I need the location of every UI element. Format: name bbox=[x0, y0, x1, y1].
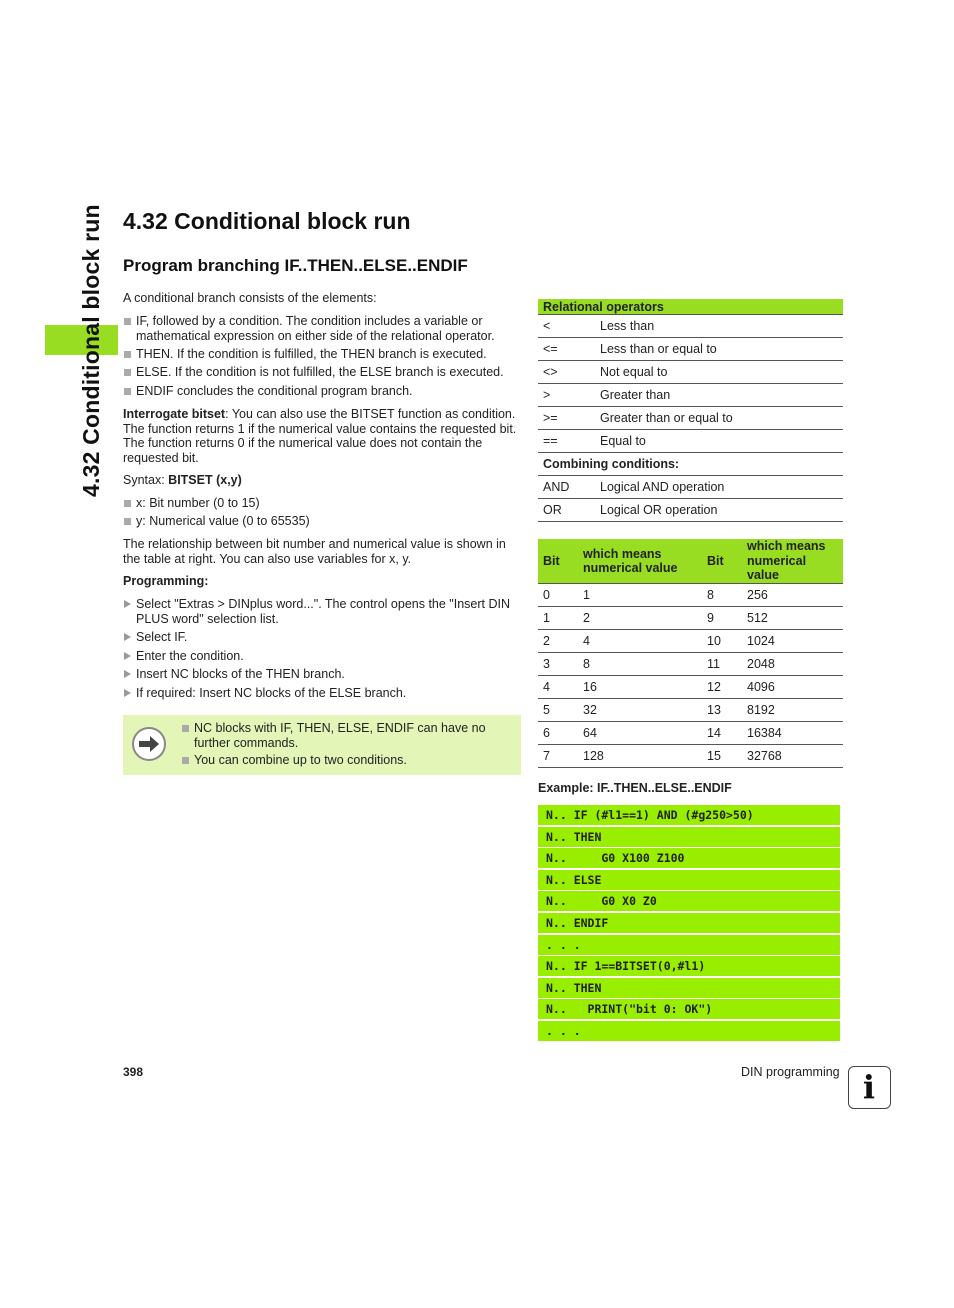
arrow-bullet-icon bbox=[124, 689, 131, 697]
arrow-bullet-icon bbox=[124, 633, 131, 641]
code-line: N.. IF (#l1==1) AND (#g250>50) bbox=[538, 805, 840, 825]
bullet-icon bbox=[124, 388, 131, 395]
table-row: 3 8 11 2048 bbox=[538, 653, 843, 676]
step-item: Select IF. bbox=[123, 630, 531, 645]
column-header: Bit bbox=[538, 539, 578, 584]
bit-values-table bbox=[538, 539, 843, 768]
arrow-bullet-icon bbox=[124, 652, 131, 660]
relational-operators-table bbox=[538, 299, 843, 522]
table-row: 7 128 15 32768 bbox=[538, 745, 843, 768]
table-row: OR Logical OR operation bbox=[538, 499, 843, 522]
table-row: >= Greater than or equal to bbox=[538, 407, 843, 430]
list-item: ELSE. If the condition is not fulfilled, the ELSE branch is executed. bbox=[123, 365, 531, 380]
code-line: N.. ELSE bbox=[538, 870, 840, 890]
list-item: y: Numerical value (0 to 65535) bbox=[123, 514, 531, 529]
bullet-icon bbox=[124, 500, 131, 507]
programming-heading: Programming: bbox=[123, 574, 209, 588]
bullet-icon bbox=[124, 318, 131, 325]
bullet-icon bbox=[124, 369, 131, 376]
page-title: 4.32 Conditional block run bbox=[123, 208, 411, 234]
table-row: == Equal to bbox=[538, 430, 843, 453]
table-row: 6 64 14 16384 bbox=[538, 722, 843, 745]
bullet-icon bbox=[182, 757, 189, 764]
page-number: 398 bbox=[123, 1065, 144, 1079]
code-line: N.. IF 1==BITSET(0,#l1) bbox=[538, 956, 840, 976]
table-row: 1 2 9 512 bbox=[538, 607, 843, 630]
table-row: 0 1 8 256 bbox=[538, 584, 843, 607]
table-row: <= Less than or equal to bbox=[538, 338, 843, 361]
example-heading: Example: IF..THEN..ELSE..ENDIF bbox=[538, 781, 732, 795]
code-line: . . . bbox=[538, 1021, 840, 1041]
code-line: N.. G0 X100 Z100 bbox=[538, 848, 840, 868]
table-row: AND Logical AND operation bbox=[538, 476, 843, 499]
info-icon: i bbox=[848, 1066, 891, 1109]
table-row: 2 4 10 1024 bbox=[538, 630, 843, 653]
arrow-right-icon bbox=[132, 727, 166, 761]
code-line: . . . bbox=[538, 935, 840, 955]
combining-heading: Combining conditions: bbox=[538, 453, 843, 476]
arrow-bullet-icon bbox=[124, 670, 131, 678]
column-header: Bit bbox=[702, 539, 742, 584]
section-heading: Program branching IF..THEN..ELSE..ENDIF bbox=[123, 256, 468, 275]
table-header: Relational operators bbox=[538, 299, 843, 315]
bullet-icon bbox=[182, 725, 189, 732]
table-row: < Less than bbox=[538, 315, 843, 338]
step-item: Insert NC blocks of the THEN branch. bbox=[123, 667, 531, 682]
code-line: N.. THEN bbox=[538, 827, 840, 847]
bitset-paragraph: Interrogate bitset: You can also use the BITSET function as condition. The function returns 1 if the numerical value contains the requested bit. The function returns 0 if the numerical value does not contain the requested bit. bbox=[123, 407, 517, 465]
syntax-line: Syntax: BITSET (x,y) bbox=[123, 473, 242, 487]
column-header: which means numerical value bbox=[578, 539, 702, 584]
note-item: You can combine up to two conditions. bbox=[181, 753, 514, 768]
list-item: x: Bit number (0 to 15) bbox=[123, 496, 531, 511]
note-box bbox=[123, 715, 521, 775]
side-tab-label: 4.32 Conditional block run bbox=[78, 204, 104, 497]
table-row: 4 16 12 4096 bbox=[538, 676, 843, 699]
table-row: > Greater than bbox=[538, 384, 843, 407]
code-line: N.. THEN bbox=[538, 978, 840, 998]
bullet-icon bbox=[124, 518, 131, 525]
note-item: NC blocks with IF, THEN, ELSE, ENDIF can have no further commands. bbox=[181, 721, 514, 750]
code-line: N.. ENDIF bbox=[538, 913, 840, 933]
column-header: which means numerical value bbox=[742, 539, 843, 584]
list-item: IF, followed by a condition. The condition includes a variable or mathematical expression on either side of the relational operator. bbox=[123, 314, 531, 343]
table-row: 5 32 13 8192 bbox=[538, 699, 843, 722]
relationship-text: The relationship between bit number and numerical value is shown in the table at right. You can also use variables for x, y. bbox=[123, 537, 506, 566]
bullet-icon bbox=[124, 351, 131, 358]
footer-section: DIN programming bbox=[741, 1065, 840, 1079]
code-line: N.. G0 X0 Z0 bbox=[538, 891, 840, 911]
list-item: THEN. If the condition is fulfilled, the THEN branch is executed. bbox=[123, 347, 531, 362]
list-item: ENDIF concludes the conditional program branch. bbox=[123, 384, 531, 399]
intro-text: A conditional branch consists of the elements: bbox=[123, 291, 377, 305]
step-item: If required: Insert NC blocks of the ELSE branch. bbox=[123, 686, 531, 701]
table-row: <> Not equal to bbox=[538, 361, 843, 384]
step-item: Enter the condition. bbox=[123, 649, 531, 664]
code-line: N.. PRINT("bit 0: OK") bbox=[538, 999, 840, 1019]
arrow-bullet-icon bbox=[124, 600, 131, 608]
step-item: Select "Extras > DINplus word...". The control opens the "Insert DIN PLUS word" selection list. bbox=[123, 597, 531, 626]
